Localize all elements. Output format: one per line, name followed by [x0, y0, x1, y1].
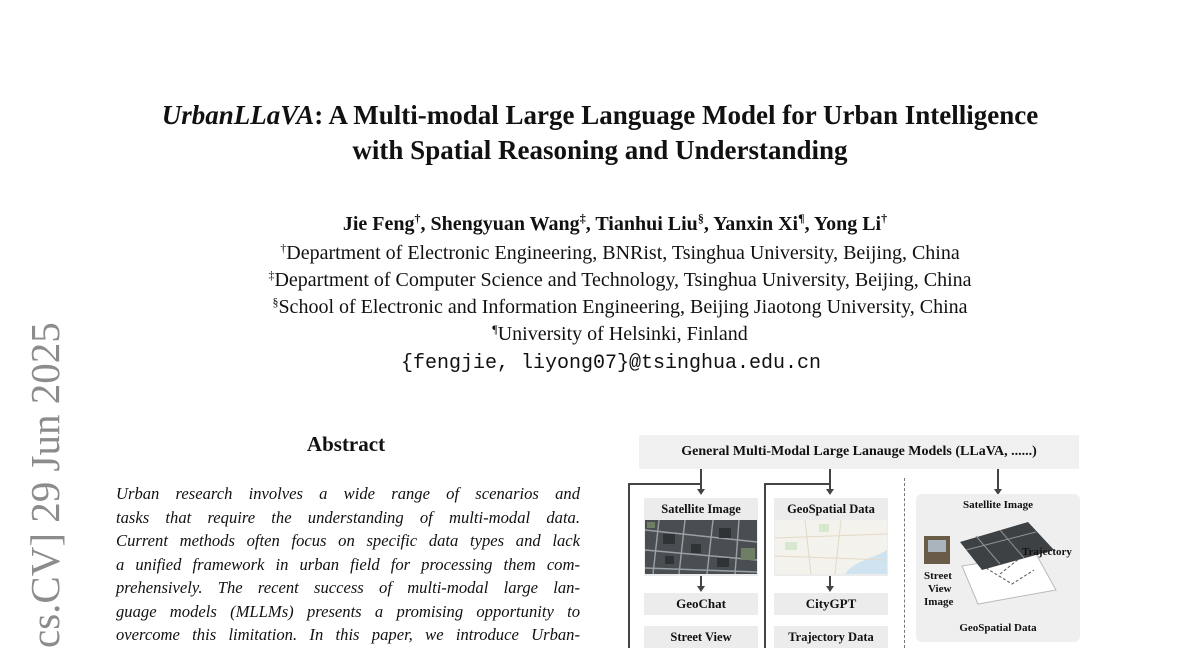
- affiliation-line: [0, 321, 1200, 348]
- arxiv-identifier: cs.CV] 29 Jun 2025: [22, 322, 68, 648]
- author-separator: ,: [420, 213, 431, 235]
- affiliation-mark: †: [280, 241, 287, 255]
- connector-line: [700, 469, 702, 491]
- street-view-panel: [644, 626, 758, 648]
- affiliation-mark: ‡: [268, 268, 275, 282]
- urbanllava-input-panel: [916, 494, 1080, 642]
- affiliation-line: [0, 267, 1200, 294]
- connector-line: [997, 469, 999, 491]
- author-affiliation-mark: †: [414, 211, 421, 225]
- author-name: Shengyuan Wang: [430, 213, 580, 235]
- author-affiliation-mark: ‡: [579, 211, 586, 225]
- right-street-label-1: Street: [924, 570, 952, 582]
- trajectory-data-label: Trajectory Data: [788, 630, 874, 644]
- author-separator: ,: [703, 213, 714, 235]
- title-line-1: : A Multi-modal Large Language Model for Urban Intelligence: [314, 100, 1039, 130]
- geochat-model-box: GeoChat: [644, 593, 758, 615]
- author-email: {fengjie, liyong07}@tsinghua.edu.cn: [400, 352, 822, 375]
- map-icon: [775, 520, 887, 574]
- affiliation-mark: §: [272, 295, 279, 309]
- author-affiliation-mark: §: [697, 211, 704, 225]
- affiliation-text: University of Helsinki, Finland: [497, 323, 748, 345]
- satellite-image-panel: [644, 498, 758, 576]
- author-name: Tianhui Liu: [595, 213, 698, 235]
- street-view-label: Street View: [670, 630, 732, 644]
- connector-line: [628, 483, 701, 485]
- right-satellite-label: Satellite Image: [963, 499, 1033, 511]
- connector-line: [829, 469, 831, 491]
- author-name: Yong Li: [813, 213, 882, 235]
- affiliation-list: [0, 240, 1200, 348]
- abstract-line: guage models (MLLMs) presents a promising opportunity to: [116, 601, 580, 621]
- author-list: [0, 210, 1200, 238]
- abstract-line: prehensively. The recent success of multi-modal large lan-: [116, 578, 580, 597]
- title-model-name: UrbanLLaVA: [161, 100, 315, 130]
- arrow-icon: [826, 489, 834, 495]
- right-street-label-2: View: [928, 583, 952, 595]
- paper-title: [0, 98, 1200, 168]
- author-name: Jie Feng: [342, 213, 415, 235]
- author-separator: ,: [585, 213, 596, 235]
- connector-line: [764, 483, 830, 485]
- geospatial-data-panel: [774, 498, 888, 576]
- affiliation-text: Department of Computer Science and Technology, Tsinghua University, Beijing, China: [274, 269, 972, 291]
- figure-divider: [904, 478, 905, 648]
- right-geospatial-label: GeoSpatial Data: [959, 622, 1037, 634]
- title-line-2: with Spatial Reasoning and Understanding: [352, 135, 848, 165]
- author-affiliation-mark: †: [881, 211, 888, 225]
- arrow-icon: [697, 586, 705, 592]
- right-trajectory-label: Trajectory: [1022, 546, 1072, 558]
- author-separator: ,: [804, 213, 814, 235]
- abstract-line: Current methods often focus on specific data types and lack: [116, 531, 580, 550]
- citygpt-model-box: CityGPT: [774, 593, 888, 615]
- abstract-line: a unified framework in urban field for processing them com-: [116, 554, 580, 574]
- affiliation-mark: ¶: [492, 322, 498, 336]
- right-street-label-3: Image: [924, 596, 954, 608]
- figure-header: General Multi-Modal Large Lanauge Models (LLaVA, ......): [639, 435, 1079, 469]
- connector-line: [628, 483, 630, 648]
- author-name: Yanxin Xi: [713, 213, 799, 235]
- trajectory-data-panel: [774, 626, 888, 648]
- arrow-icon: [697, 489, 705, 495]
- abstract-line: tasks that require the understanding of multi-modal data.: [116, 507, 580, 527]
- affiliation-line: [0, 240, 1200, 267]
- abstract-line: overcome this limitation. In this paper, we introduce Urban-: [116, 625, 580, 644]
- affiliation-line: [0, 294, 1200, 321]
- affiliation-text: School of Electronic and Information Engineering, Beijing Jiaotong University, China: [278, 296, 968, 318]
- abstract-heading: Abstract: [306, 432, 386, 456]
- satellite-image-icon: [645, 520, 757, 574]
- connector-line: [764, 483, 766, 648]
- abstract-text: [116, 482, 580, 647]
- author-affiliation-mark: ¶: [798, 211, 805, 225]
- affiliation-text: Department of Electronic Engineering, BNRist, Tsinghua University, Beijing, China: [286, 242, 960, 264]
- satellite-image-label: Satellite Image: [661, 502, 741, 516]
- abstract-line: Urban research involves a wide range of scenarios and: [116, 484, 580, 503]
- geospatial-data-label: GeoSpatial Data: [787, 502, 875, 516]
- arrow-icon: [826, 586, 834, 592]
- overview-figure: [624, 430, 1094, 648]
